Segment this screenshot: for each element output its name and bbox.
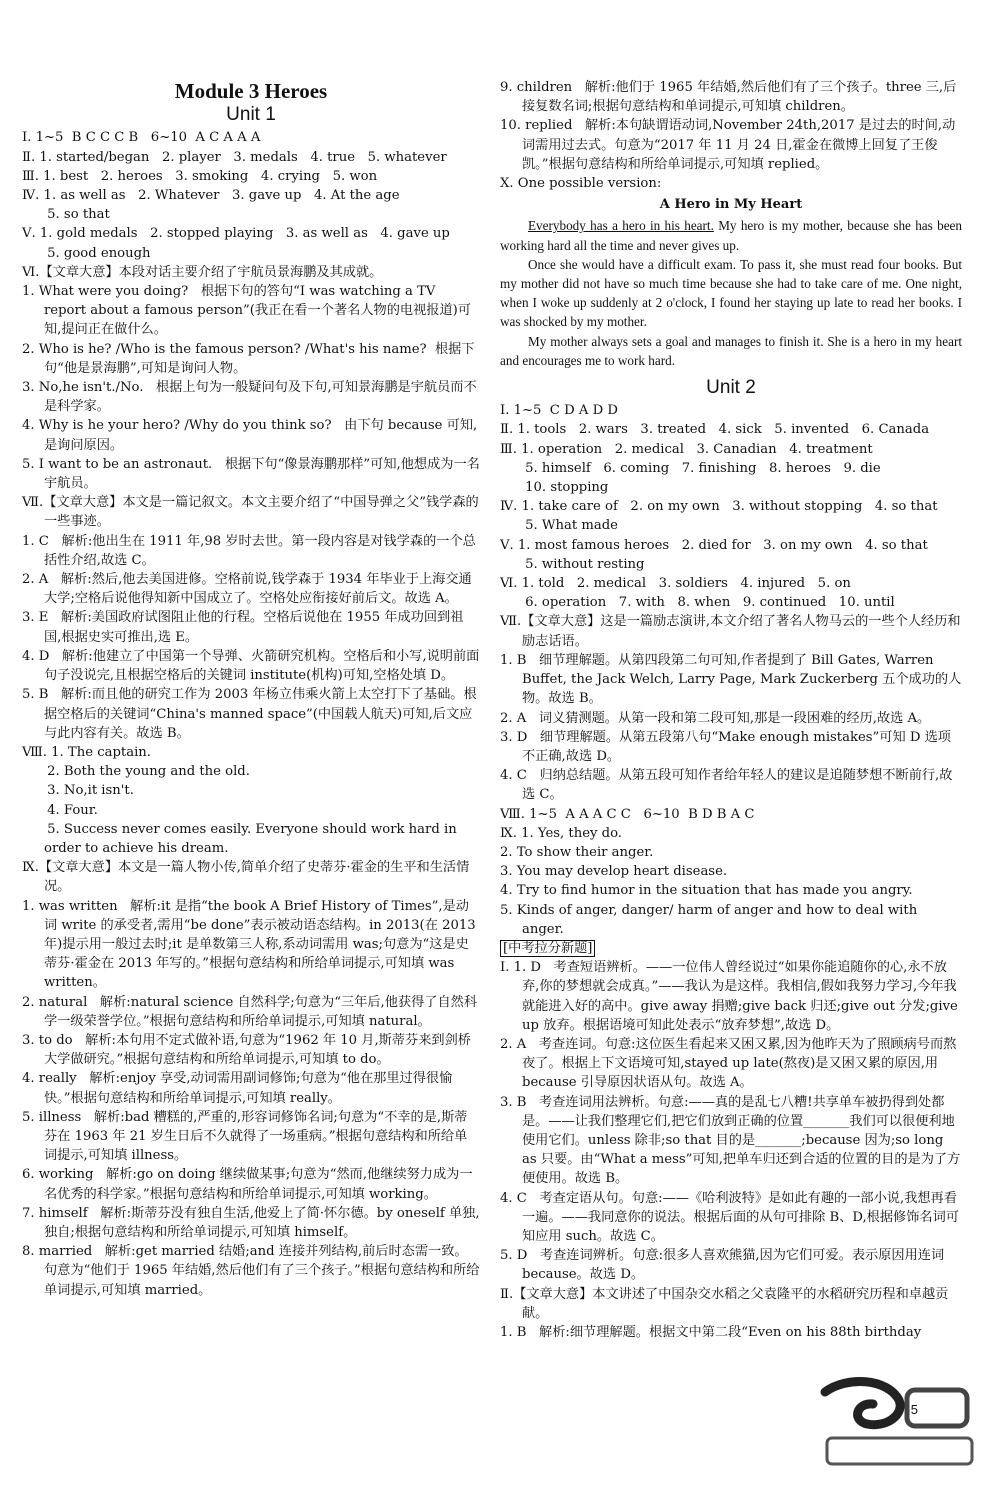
answer-line: 5. What made — [500, 518, 618, 534]
answer-line: 9. children 解析:他们于 1965 年结婚,然后他们有了三个孩子。three 三,后接复数名词;根据句意结构和单词提示,可知填 children。 — [500, 80, 957, 115]
answer-line: 10. stopping — [500, 480, 609, 496]
answer-line: 5. D 考查连词辨析。句意:很多人喜欢熊猫,因为它们可爱。表示原因用连词 because。故选 D。 — [500, 1248, 949, 1283]
answer-line: 6. operation 7. with 8. when 9. continued 10. until — [500, 595, 895, 611]
essay-paragraph-1 — [500, 216, 962, 254]
essay-title: A Hero in My Heart — [659, 197, 803, 213]
answer-line: 5. I want to be an astronaut. 根据下句“像景海鹏那样”可知,他想成为一名宇航员。 — [22, 456, 480, 492]
zhongkao-section — [500, 939, 962, 958]
answer-line: 1. B 解析:细节理解题。根据文中第二段“Even on his 88th birthday — [500, 1325, 922, 1340]
answer-line: 5. Success never comes easily. Everyone should work hard in order to achieve his dream. — [22, 821, 461, 856]
answer-line: 2. Both the young and the old. — [22, 764, 250, 780]
answer-line: 3. B 考查连词用法辨析。句意:——真的是乱七八糟!共享单车被扔得到处都是。——让我们整理它们,把它们放到正确的位置_______我们可以很便利地使用它们。unless 除非;so that 目的是_______;because 因为;so long as 只要。由“What a mess”可知,把单车归还到合适的位置的目的是为了方便使用。故选 B。 — [500, 1094, 961, 1187]
answer-line: 3. No,he isn't./No. 根据上句为一般疑问句及下句,可知景海鹏是宇航员而不是科学家。 — [22, 380, 477, 415]
answer-line: Ⅰ. 1~5 C D A D D — [500, 403, 618, 419]
answer-line: Ⅲ. 1. operation 2. medical 3. Canadian 4. treatment — [500, 441, 873, 457]
right-column — [500, 78, 962, 1342]
answer-line: Ⅳ. 1. take care of 2. on my own 3. without stopping 4. so that — [500, 499, 938, 515]
answer-line: Ⅱ.【文章大意】本文讲述了中国杂交水稻之父袁隆平的水稻研究历程和卓越贡献。 — [500, 1286, 949, 1321]
essay-first-sentence: Everybody has a hero in his heart. — [528, 218, 714, 234]
answer-line: 5. without resting — [500, 556, 645, 572]
answer-line: 4. D 解析:他建立了中国第一个导弹、火箭研究机构。空格后和小写,说明前面句子没说完,且根据空格后的关键词 institute(机构)可知,空格处填 D。 — [22, 648, 480, 684]
answer-line: 4. Four. — [22, 802, 98, 818]
unit2-answer-list — [500, 401, 962, 939]
answer-line: 1. C 解析:他出生在 1911 年,98 岁时去世。第一段内容是对钱学森的一个总括性介绍,故选 C。 — [22, 533, 476, 568]
answer-line: 3. to do 解析:本句用不定式做补语,句意为“1962 年 10 月,斯蒂芬来到剑桥大学做研究。”根据句意结构和所给单词提示,可知填 to do。 — [22, 1032, 471, 1068]
module-title: Module 3 Heroes — [174, 79, 328, 103]
answer-line: Ⅸ. 1. Yes, they do. — [500, 825, 622, 841]
answer-line: Ⅴ. 1. gold medals 2. stopped playing 3. as well as 4. gave up — [22, 226, 450, 242]
answer-line: Ⅷ. 1. The captain. — [22, 744, 151, 760]
answer-line: Ⅶ.【文章大意】本文是一篇记叙文。本文主要介绍了“中国导弹之父”钱学森的一些事迹。 — [22, 495, 479, 530]
answer-line: Ⅰ. 1. D 考查短语辨析。——一位伟人曾经说过“如果你能追随你的心,永不放弃,你的梦想就会成真。”——我认为是这样。我相信,假如我努力学习,今年我就能进入好的高中。give away 捐赠;give back 归还;give out 分发;give up 放弃。根据语境可知此处表示“放弃梦想”,故选 D。 — [500, 960, 963, 1033]
answer-line: Ⅷ. 1~5 A A A C C 6~10 B D B A C — [500, 806, 755, 822]
answer-line: 4. really 解析:enjoy 享受,动词需用副词修饰;句意为“他在那里过得很愉快。”根据句意结构和所给单词提示,可知填 really。 — [22, 1071, 453, 1106]
answer-line: 5. Kinds of anger, danger/ harm of anger and how to deal with anger. — [500, 902, 922, 937]
watermark-logo — [807, 1372, 982, 1472]
answer-line: 5. himself 6. coming 7. finishing 8. heroes 9. die — [500, 460, 881, 476]
left-answer-list — [22, 128, 480, 1299]
answer-line: 2. A 词义猜测题。从第一段和第二段可知,那是一段困难的经历,故选 A。 — [500, 710, 931, 726]
zhongkao-label: [中考拉分新题] — [500, 940, 595, 957]
answer-line: 4. Try to find humor in the situation that has made you angry. — [500, 883, 913, 899]
answer-line: Ⅴ. 1. most famous heroes 2. died for 3. on my own 4. so that — [500, 537, 928, 553]
answer-line: Ⅵ. 1. told 2. medical 3. soldiers 4. injured 5. on — [500, 576, 851, 592]
answer-line: 2. A 考查连词。句意:这位医生看起来又困又累,因为他昨天为了照顾病号而熬夜了。根据上下文语境可知,stayed up late(熬夜)是又困又累的原因,用 because 引导原因状语从句。故选 A。 — [500, 1036, 957, 1091]
answer-line: 2. A 解析:然后,他去美国进修。空格前说,钱学森于 1934 年毕业于上海交通大学;空格后说他得知新中国成立了。空格处应衔接好前后文。故选 A。 — [22, 572, 472, 607]
answer-line: 4. C 归纳总结题。从第五段可知作者给年轻人的建议是追随梦想不断前行,故选 C。 — [500, 768, 953, 803]
answer-line: Ⅳ. 1. as well as 2. Whatever 3. gave up 4. At the age — [22, 188, 400, 204]
answer-line: 4. C 考查定语从句。句意:——《哈利波特》是如此有趣的一部小说,我想再看一遍。——我同意你的说法。根据后面的从句可排除 B、D,根据修饰名词可知应用 such。故选 C。 — [500, 1190, 959, 1244]
answer-line: 5. illness 解析:bad 糟糕的,严重的,形容词修饰名词;句意为“不幸的是,斯蒂芬在 1963 年 21 岁生日后不久就得了一场重病。”根据句意结构和所给单词提示,可知填 illness。 — [22, 1109, 468, 1164]
answer-line: Ⅱ. 1. tools 2. wars 3. treated 4. sick 5. invented 6. Canada — [500, 422, 930, 438]
answer-line: 2. Who is he? /Who is the famous person? /What's his name? 根据下句“他是景海鹏”,可知是询问人物。 — [22, 341, 475, 376]
answer-line: 10. replied 解析:本句缺谓语动词,November 24th,2017 是过去的时间,动词需用过去式。句意为“2017 年 11 月 24 日,霍金在微博上回复了王俊凯。”根据句意结构和所给单词提示,可知填 replied。 — [500, 118, 956, 172]
unit1-title: Unit 1 — [226, 104, 276, 126]
answer-line: 7. himself 解析:斯蒂芬没有独自生活,他爱上了简·怀尔德。by oneself 单独,独自;根据句意结构和所给单词提示,可知填 himself。 — [22, 1205, 480, 1240]
answer-line: 8. married 解析:get married 结婚;and 连接并列结构,前后时态需一致。句意为“他们于 1965 年结婚,然后他们有了三个孩子。”根据句意结构和所给单词提示,可知填 married。 — [22, 1244, 480, 1298]
answer-line: Ⅲ. 1. best 2. heroes 3. smoking 4. crying 5. won — [22, 168, 378, 184]
answer-line: Ⅰ. 1~5 B C C C B 6~10 A C A A A — [22, 130, 261, 146]
answer-line: 3. No,it isn't. — [22, 783, 134, 799]
zhongkao-answer-list — [500, 958, 962, 1342]
answer-line: 5. good enough — [22, 245, 151, 261]
answer-line: 3. D 细节理解题。从第五段第八句“Make enough mistakes”可知 D 选项不正确,故选 D。 — [500, 729, 951, 764]
answer-line: 5. B 解析:而且他的研究工作为 2003 年杨立伟乘火箭上太空打下了基础。根据空格后的关键词“China's manned space”(中国载人航天)可知,后文应与此内容有关。故选 B。 — [22, 687, 477, 741]
left-column — [22, 72, 480, 1300]
essay-paragraph-2: Once she would have a difficult exam. To pass it, she must read four books. But my mother did not have so much time because she had to take care of me. One night, when I woke up suddenly at 2 o'clock, I found her staying up late to read her books. I was shocked by my mother. — [500, 256, 962, 330]
answer-line: 1. B 细节理解题。从第四段第二句可知,作者提到了 Bill Gates, Warren Buffet, the Jack Welch, Larry Page, Mark Zuckerberg 五个成功的人物。故选 B。 — [500, 652, 962, 707]
answer-line: 1. was written 解析:it 是指“the book A Brief History of Times”,是动词 write 的承受者,需用“be done”表示被动语态结构。in 2013(在 2013 年)提示用一般过去时;it 是单数第三人称,系动词需用 was;句意为“这是史蒂芬·霍金在 2013 年写的。”根据句意结构和所给单词提示,可知填 was written。 — [22, 898, 480, 991]
answer-line: Ⅹ. One possible version: — [500, 176, 662, 192]
right-answer-list-top — [500, 78, 962, 193]
answer-line: Ⅱ. 1. started/began 2. player 3. medals 4. true 5. whatever — [22, 149, 447, 165]
answer-line: 6. working 解析:go on doing 继续做某事;句意为“然而,他继续努力成为一名优秀的科学家。”根据句意结构和所给单词提示,可知填 working。 — [22, 1167, 473, 1202]
answer-line: 4. Why is he your hero? /Why do you think so? 由下句 because 可知,是询问原因。 — [22, 418, 478, 453]
answer-line: 2. natural 解析:natural science 自然科学;句意为“三年后,他获得了自然科学一级荣誉学位。”根据句意结构和所给单词提示,可知填 natural。 — [22, 994, 478, 1029]
page-number: 5 — [910, 1402, 918, 1417]
sample-essay — [500, 195, 962, 370]
answer-line: 3. You may develop heart disease. — [500, 864, 728, 880]
answer-line: Ⅶ.【文章大意】这是一篇励志演讲,本文介绍了著名人物马云的一些个人经历和励志话语。 — [500, 614, 961, 649]
answer-line: 1. What were you doing? 根据下句的答句“I was watching a TV report about a famous person”(我正在看一个著名人物的电视报道)可知,提问正在做什么。 — [22, 284, 471, 338]
essay-p1-rest: My hero is my mother, because she has been working hard all the time and never gives up. — [500, 218, 962, 253]
answer-line: 5. so that — [22, 207, 110, 223]
answer-line: Ⅸ.【文章大意】本文是一篇人物小传,简单介绍了史蒂芬·霍金的生平和生活情况。 — [22, 860, 470, 895]
answer-line: Ⅵ.【文章大意】本段对话主要介绍了宇航员景海鹏及其成就。 — [22, 264, 383, 280]
answer-line: 3. E 解析:美国政府试图阻止他的行程。空格后说他在 1955 年成功回到祖国,根据史实可推出,选 E。 — [22, 610, 464, 645]
unit2-title: Unit 2 — [706, 377, 756, 399]
answer-line: 2. To show their anger. — [500, 844, 654, 860]
essay-paragraph-3: My mother always sets a goal and manages to finish it. She is a hero in my heart and encourages me to work hard. — [500, 333, 962, 368]
